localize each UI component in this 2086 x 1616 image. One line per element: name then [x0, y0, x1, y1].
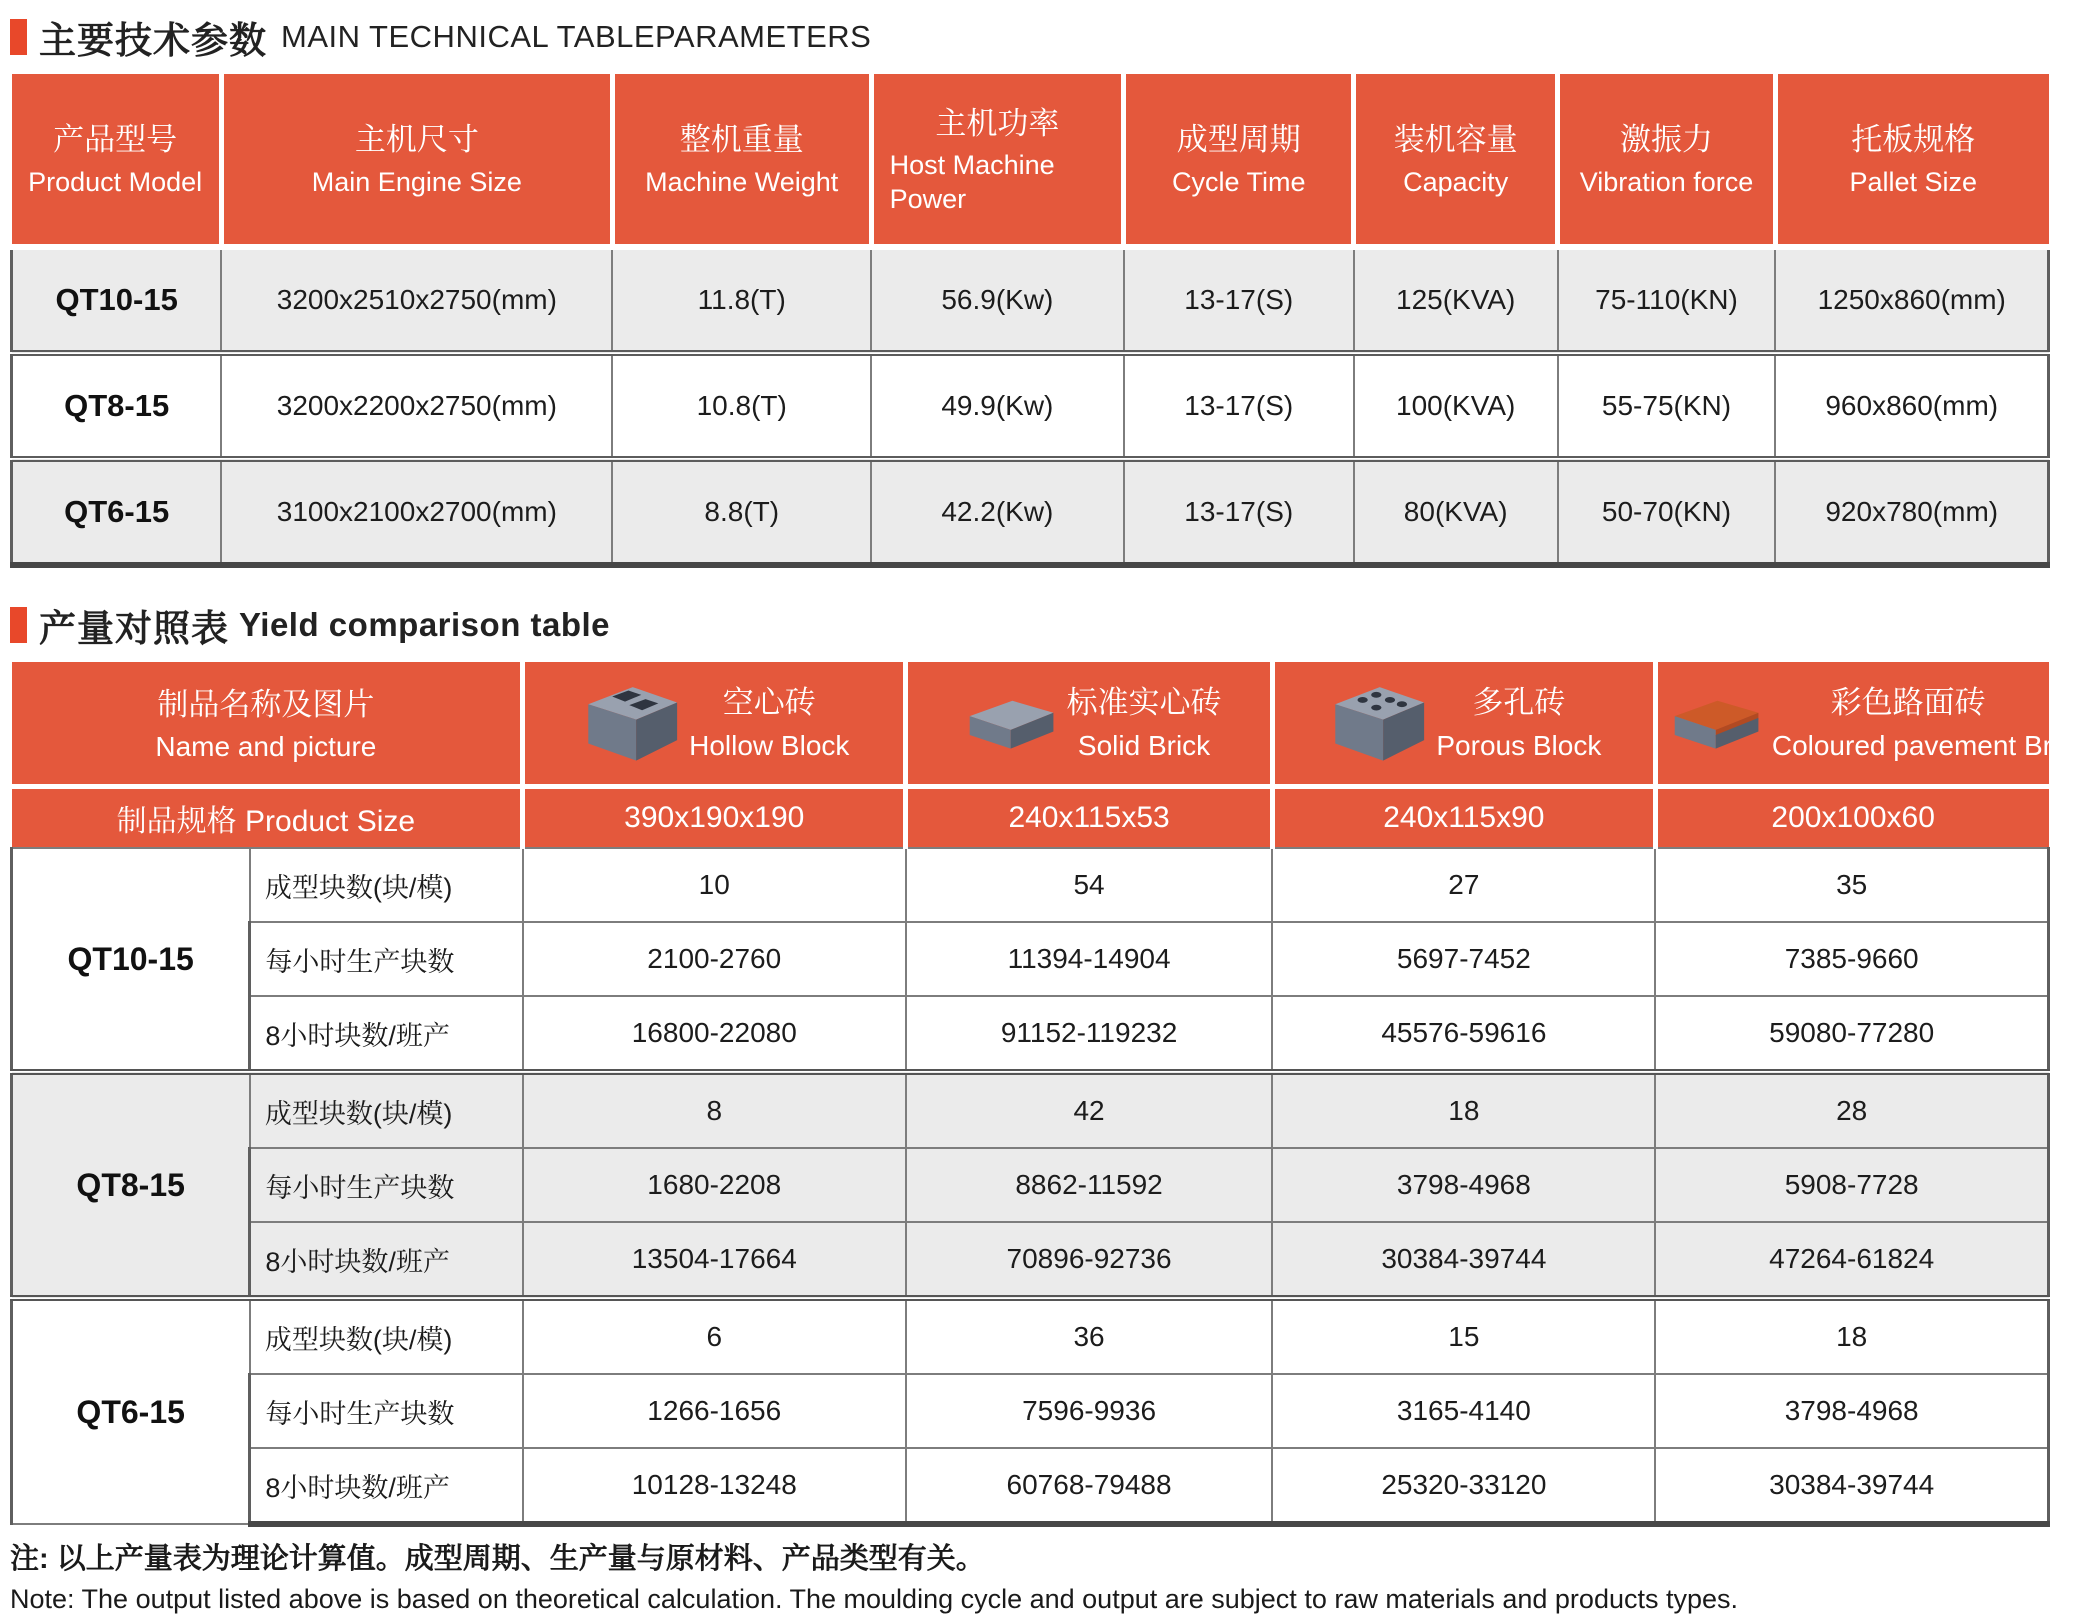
column-header-en: Main Engine Size — [311, 166, 522, 197]
product-model-cell: QT8-15 — [12, 1072, 250, 1298]
yield-value-cell: 91152-119232 — [906, 996, 1273, 1072]
yield-value-cell: 27 — [1272, 848, 1655, 922]
yield-value-cell: 16800-22080 — [523, 996, 906, 1072]
table-row — [12, 247, 2049, 353]
product-name-zh: 标准实心砖 — [1066, 684, 1222, 720]
product-model-cell: QT8-15 — [12, 353, 222, 459]
param-value-cell: 8.8(T) — [612, 459, 871, 565]
yield-value-cell: 3798-4968 — [1272, 1148, 1655, 1222]
product-name-en: Solid Brick — [1077, 729, 1211, 761]
metric-label-cell: 8小时块数/班产 — [250, 1448, 523, 1524]
param-value-cell: 3200x2510x2750(mm) — [221, 247, 612, 353]
param-value-cell: 100(KVA) — [1354, 353, 1558, 459]
param-column-header — [612, 74, 871, 247]
yield-value-cell: 3798-4968 — [1655, 1374, 2048, 1448]
yield-value-cell: 1266-1656 — [523, 1374, 906, 1448]
param-column-header — [221, 74, 612, 247]
yield-value-cell: 8 — [523, 1072, 906, 1148]
yield-value-cell: 70896-92736 — [906, 1222, 1273, 1298]
name-and-picture-header — [12, 662, 523, 787]
metric-label-cell: 成型块数(块/模) — [250, 1298, 523, 1374]
yield-value-cell: 8862-11592 — [906, 1148, 1273, 1222]
product-size-value: 240x115x90 — [1272, 787, 1655, 849]
yield-table-row — [12, 848, 2049, 922]
metric-label-cell: 8小时块数/班产 — [250, 1222, 523, 1298]
param-column-header — [12, 74, 222, 247]
param-value-cell: 50-70(KN) — [1558, 459, 1776, 565]
technical-parameters-table — [10, 74, 2050, 568]
column-header-en: Capacity — [1403, 166, 1509, 197]
yield-table-row — [12, 1448, 2049, 1524]
section-title-zh: 产量对照表 — [39, 608, 229, 649]
yield-value-cell: 18 — [1272, 1072, 1655, 1148]
column-header-en: Machine Weight — [645, 166, 839, 197]
section-title-yield-comparison — [10, 598, 2050, 652]
column-header-zh: 装机容量 — [1393, 122, 1518, 158]
product-size-value: 390x190x190 — [523, 787, 906, 849]
yield-value-cell: 36 — [906, 1298, 1273, 1374]
param-value-cell: 13-17(S) — [1124, 247, 1354, 353]
footnote — [10, 1541, 2050, 1616]
param-value-cell: 10.8(T) — [612, 353, 871, 459]
param-value-cell: 42.2(Kw) — [871, 459, 1124, 565]
section-title-zh: 主要技术参数 — [39, 20, 267, 61]
metric-label-cell: 8小时块数/班产 — [250, 996, 523, 1072]
yield-value-cell: 10128-13248 — [523, 1448, 906, 1524]
param-value-cell: 125(KVA) — [1354, 247, 1558, 353]
column-header-zh: 激振力 — [1619, 122, 1713, 158]
technical-parameters-header-row — [12, 74, 2049, 247]
metric-label-cell: 成型块数(块/模) — [250, 1072, 523, 1148]
product-name-en: Coloured pavement Brick — [1771, 729, 2086, 761]
yield-value-cell: 10 — [523, 848, 906, 922]
product-column-header — [523, 662, 906, 787]
column-header-en: Product Model — [28, 166, 203, 197]
section-marker-icon — [10, 607, 27, 643]
yield-table-row — [12, 922, 2049, 996]
yield-value-cell: 59080-77280 — [1655, 996, 2048, 1072]
product-name-zh: 空心砖 — [722, 684, 816, 720]
product-column-header — [906, 662, 1273, 787]
product-name-en: Porous Block — [1436, 729, 1602, 761]
column-header-en: Host Machine Power — [889, 149, 1055, 214]
param-value-cell: 920x780(mm) — [1775, 459, 2048, 565]
product-size-row — [12, 787, 2049, 849]
product-header-text — [1067, 684, 1222, 762]
product-header-content — [912, 682, 1266, 764]
param-value-cell: 13-17(S) — [1124, 353, 1354, 459]
yield-value-cell: 5697-7452 — [1272, 922, 1655, 996]
product-header-text — [1436, 684, 1601, 762]
metric-label-cell: 每小时生产块数 — [250, 922, 523, 996]
column-header-en: Pallet Size — [1849, 166, 1978, 197]
param-value-cell: 3100x2100x2700(mm) — [221, 459, 612, 565]
yield-comparison-table — [10, 662, 2086, 1527]
product-model-cell: QT6-15 — [12, 459, 222, 565]
solid-brick-icon — [957, 682, 1061, 764]
param-value-cell: 56.9(Kw) — [871, 247, 1124, 353]
yield-header-row — [12, 662, 2049, 787]
product-header-text — [689, 684, 849, 762]
param-value-cell: 55-75(KN) — [1558, 353, 1776, 459]
param-value-cell: 49.9(Kw) — [871, 353, 1124, 459]
column-header-en: Vibration force — [1579, 166, 1754, 197]
yield-value-cell: 45576-59616 — [1272, 996, 1655, 1072]
param-value-cell: 3200x2200x2750(mm) — [221, 353, 612, 459]
yield-value-cell: 60768-79488 — [906, 1448, 1273, 1524]
param-value-cell: 13-17(S) — [1124, 459, 1354, 565]
product-header-text — [1771, 684, 2086, 762]
coloured-pavement-brick-icon — [1662, 682, 1766, 764]
section-title-en: Yield comparison table — [239, 606, 611, 643]
param-value-cell: 11.8(T) — [612, 247, 871, 353]
yield-value-cell: 11394-14904 — [906, 922, 1273, 996]
product-header-content — [529, 682, 899, 764]
table-row — [12, 353, 2049, 459]
yield-table-row — [12, 1298, 2049, 1374]
porous-block-icon — [1326, 682, 1430, 764]
yield-value-cell: 28 — [1655, 1072, 2048, 1148]
yield-value-cell: 18 — [1655, 1298, 2048, 1374]
yield-value-cell: 2100-2760 — [523, 922, 906, 996]
product-name-en: Hollow Block — [689, 729, 850, 761]
yield-value-cell: 3165-4140 — [1272, 1374, 1655, 1448]
product-model-cell: QT6-15 — [12, 1298, 250, 1524]
param-column-header — [1558, 74, 1776, 247]
param-value-cell: 1250x860(mm) — [1775, 247, 2048, 353]
param-value-cell: 80(KVA) — [1354, 459, 1558, 565]
yield-value-cell: 25320-33120 — [1272, 1448, 1655, 1524]
section-title-technical-parameters — [10, 10, 2050, 64]
column-header-zh: 产品型号 — [53, 122, 178, 158]
product-size-value: 240x115x53 — [906, 787, 1273, 849]
yield-value-cell: 30384-39744 — [1272, 1222, 1655, 1298]
section-marker-icon — [10, 19, 27, 55]
product-header-content — [1662, 682, 2086, 764]
yield-value-cell: 5908-7728 — [1655, 1148, 2048, 1222]
header-en: Name and picture — [155, 730, 377, 762]
product-model-cell: QT10-15 — [12, 247, 222, 353]
product-name-zh: 彩色路面砖 — [1830, 684, 1986, 720]
yield-value-cell: 13504-17664 — [523, 1222, 906, 1298]
column-header-zh: 托板规格 — [1851, 122, 1976, 158]
yield-table-row — [12, 1374, 2049, 1448]
header-zh: 制品名称及图片 — [157, 686, 375, 722]
yield-value-cell: 7596-9936 — [906, 1374, 1273, 1448]
column-header-zh: 整机重量 — [679, 122, 804, 158]
param-column-header — [1775, 74, 2048, 247]
section-title-en: MAIN TECHNICAL TABLEPARAMETERS — [281, 19, 872, 54]
product-size-value: 200x100x60 — [1655, 787, 2048, 849]
column-header-zh: 成型周期 — [1176, 122, 1301, 158]
param-value-cell: 960x860(mm) — [1775, 353, 2048, 459]
column-header-zh: 主机功率 — [935, 105, 1060, 141]
yield-table-row — [12, 1222, 2049, 1298]
param-value-cell: 75-110(KN) — [1558, 247, 1776, 353]
param-column-header — [1354, 74, 1558, 247]
metric-label-cell: 成型块数(块/模) — [250, 848, 523, 922]
yield-value-cell: 42 — [906, 1072, 1273, 1148]
table-row — [12, 459, 2049, 565]
product-model-cell: QT10-15 — [12, 848, 250, 1072]
column-header-zh: 主机尺寸 — [354, 122, 479, 158]
hollow-block-icon — [579, 682, 683, 764]
yield-value-cell: 35 — [1655, 848, 2048, 922]
column-header-en: Cycle Time — [1171, 166, 1306, 197]
metric-label-cell: 每小时生产块数 — [250, 1148, 523, 1222]
metric-label-cell: 每小时生产块数 — [250, 1374, 523, 1448]
yield-table-row — [12, 1072, 2049, 1148]
product-header-content — [1279, 682, 1649, 764]
param-column-header — [871, 74, 1124, 247]
footnote-en: Note: The output listed above is based on theoretical calculation. The moulding cycle and output are subject to raw materials and products types. — [10, 1583, 1739, 1614]
yield-value-cell: 54 — [906, 848, 1273, 922]
yield-table-row — [12, 996, 2049, 1072]
yield-value-cell: 47264-61824 — [1655, 1222, 2048, 1298]
yield-value-cell: 15 — [1272, 1298, 1655, 1374]
footnote-zh: 注: 以上产量表为理论计算值。成型周期、生产量与原材料、产品类型有关。 — [10, 1543, 985, 1575]
product-size-label: 制品规格 Product Size — [12, 787, 523, 849]
yield-value-cell: 30384-39744 — [1655, 1448, 2048, 1524]
param-column-header — [1124, 74, 1354, 247]
product-name-zh: 多孔砖 — [1472, 684, 1566, 720]
yield-table-row — [12, 1148, 2049, 1222]
yield-value-cell: 6 — [523, 1298, 906, 1374]
yield-value-cell: 7385-9660 — [1655, 922, 2048, 996]
yield-value-cell: 1680-2208 — [523, 1148, 906, 1222]
product-column-header — [1272, 662, 1655, 787]
product-column-header — [1655, 662, 2086, 787]
